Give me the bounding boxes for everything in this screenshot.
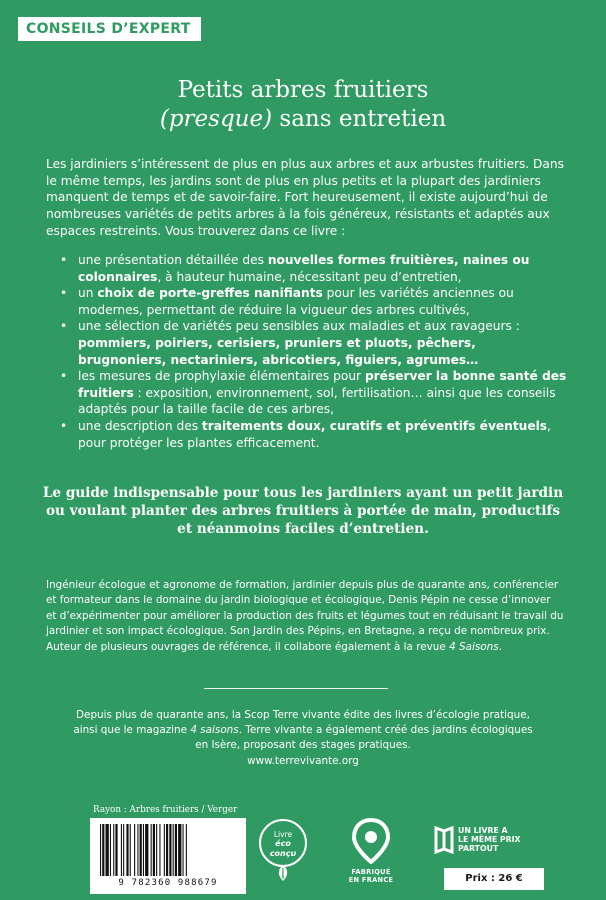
- barcode-bar: [156, 824, 157, 876]
- barcode-bar: [159, 824, 160, 876]
- barcode-bar: [102, 824, 104, 876]
- title-line-2: [0, 105, 606, 134]
- barcode-bar: [134, 824, 135, 876]
- barcode-icon: [98, 824, 238, 876]
- barcode-bar: [100, 824, 101, 876]
- barcode-bar: [137, 824, 138, 876]
- barcode-bar: [140, 824, 142, 876]
- made-in-france-logo: FABRIQUÉ EN FRANCE: [344, 818, 398, 884]
- book-title: [0, 76, 606, 134]
- divider: [204, 688, 388, 689]
- list-item: • les mesures de prophylaxie élémentaires pour préserver la bonne santé des fruitiers : exposition, environnement, sol, fertilisation… ainsi que les conseils adaptés pour la taille facile de ces arbres,: [60, 368, 568, 418]
- barcode-bar: [166, 824, 168, 876]
- barcode-bar: [143, 824, 144, 876]
- barcode-bar: [123, 824, 124, 876]
- punchline: Le guide indispensable pour tous les jardiniers ayant un petit jardin ou voulant planter des arbres fruitiers à portée de main, productifs et néanmoins faciles d’entretien.: [42, 485, 564, 538]
- intro-text: Les jardiniers s’intéressent de plus en plus aux arbres et aux arbustes fruitiers. Dans le même temps, les jardins sont de plus en plus petits et la plupart des jardiniers manquent de temps et de savoir-faire. Fort heureusement, il existe aujourd’hui de nombreuses variétés de petits arbres à la fois généreux, résistants et adaptés aux espaces restreints. Vous trouverez dans ce livre :: [46, 157, 564, 238]
- barcode-bar: [183, 824, 184, 876]
- barcode-bar: [115, 824, 117, 876]
- barcode-bar: [151, 824, 152, 876]
- price-label: Prix : 26 €: [444, 868, 544, 890]
- publisher-info: Depuis plus de quarante ans, la Scop Terre vivante édite des livres d’écologie pratique, ainsi que le magazine 4 saisons. Terre vivante a également créé des jardins écologiques en Isère, proposant des stages pratiques. www.terrevivante.org: [40, 708, 566, 769]
- barcode-bar: [169, 824, 171, 876]
- barcode-bar: [164, 824, 165, 876]
- series-badge: CONSEILS D’EXPERT: [18, 17, 201, 41]
- bio-italic: 4 Saisons: [449, 640, 499, 653]
- shelf-category: Rayon : Arbres fruitiers / Verger: [93, 805, 238, 815]
- back-cover: CONSEILS D’EXPERT Petits arbres fruitiers (presque) sans entretien Les jardiniers s’intéressent de plus en plus aux arbres et aux arbustes fruitiers. Dans le même temps, les jardins sont de plus en plus petits et la plupart des jardiniers manquent de temps et de savoir-faire. Fort heureusement, il existe aujourd’hui de nombreuses variétés de petits arbres à la fois généreux, résistants et adaptés aux espaces restreints. Vous trouverez dans ce livre : • une présentation détaillée des nouvelles formes fruitières, naines ou colonnaires, à hauteur humaine, nécessitant peu d’entretien, • un choix de porte-greffes nanifiants pour les variétés anciennes ou modernes, permettant de réduire la vigueur des arbres cultivés, • une sélection de variétés peu sensibles aux maladies et aux ravageurs : pommiers, poiriers, cerisiers, pruniers et pluots, pêchers, brugnoniers, nectariniers, abricotiers, figuiers, agrumes… • les mesures de prophylaxie élémentaires pour préserver la bonne santé des fruitiers : exposition, environnement, sol, fertilisation… ainsi que les conseils adaptés pour la taille facile de ces arbres, • une description des traitements doux, curatifs et préventifs éventuels, pour protéger les plantes efficacement. Le guide indispensable pour tous les jardiniers ayant un petit jardin ou voulant planter des arbres fruitiers à portée de main, productifs et néanmoins faciles d’entretien. Ingénieur écologue et agronome de formation, jardinier depuis plus de quarante ans, conférencier et formateur dans le domaine du jardin biologique et écologique, Denis Pépin ne cesse d’innover et d’expérimenter pour améliorer la production des fruits et légumes tout en réduisant le travail du jardinier et son impact écologique. Son Jardin des Pépins, en Bretagne, a reçu de nombreux prix. Auteur de plusieurs ouvrages de référence, il collabore également à la revue 4 Saisons. Depuis plus de quarante ans, la Scop Terre vivante édite des livres d’écologie pratique, ainsi que le magazine 4 saisons. Terre vivante a également créé des jardins écologiques en Isère, proposant des stages pratiques. www.terrevivante.org Rayon : Arbres fruitiers / Verger 9 782360 988679 Livre éco conçu FABRIQUÉ EN FRANCE UN LIVRE A LE MÊME PRIX PARTOUT Prix : 26 €: [0, 0, 606, 900]
- book-icon: [434, 826, 454, 854]
- isbn-barcode: [90, 818, 246, 894]
- list-item: • une présentation détaillée des nouvelles formes fruitières, naines ou colonnaires, à hauteur humaine, nécessitant peu d’entretien,: [60, 252, 568, 285]
- barcode-bar: [178, 824, 181, 876]
- eco-designed-logo: Livre éco conçu: [259, 819, 307, 867]
- title-line-1: Petits arbres fruitiers: [177, 77, 429, 103]
- barcode-bar: [153, 824, 155, 876]
- author-bio: Ingénieur écologue et agronome de formation, jardinier depuis plus de quarante ans, conférencier et formateur dans le domaine du jardin biologique et écologique, Denis Pépin ne cesse d’innover et d’expérimenter pour améliorer la production des fruits et légumes tout en réduisant le travail du jardinier et son impact écologique. Son Jardin des Pépins, en Bretagne, a reçu de nombreux prix. Auteur de plusieurs ouvrages de référence, il collabore également à la revue 4 Saisons.: [46, 579, 564, 653]
- intro-paragraph: [46, 156, 564, 240]
- barcode-bar: [126, 824, 128, 876]
- barcode-bar: [186, 824, 187, 876]
- title-italic: (presque): [159, 106, 273, 132]
- barcode-bar: [110, 824, 111, 876]
- list-item: • une sélection de variétés peu sensibles aux maladies et aux ravageurs : pommiers, poiriers, cerisiers, pruniers et pluots, pêchers, brugnoniers, nectariniers, abricotiers, figuiers, agrumes…: [60, 318, 568, 368]
- barcode-bar: [106, 824, 109, 876]
- bio-text: Ingénieur écologue et agronome de formation, jardinier depuis plus de quarante ans, conférencier et formateur dans le domaine du jardin biologique et écologique, Denis Pépin ne cesse d’innover et d’expérimenter pour améliorer la production des fruits et légumes tout en réduisant le travail du jardinier et son impact écologique. Son Jardin des Pépins, en Bretagne, a reçu de nombreux prix. Auteur de plusieurs ouvrages de référence, il collabore également à la revue: [46, 579, 564, 653]
- location-pin-icon: [351, 818, 391, 864]
- barcode-bar: [175, 824, 177, 876]
- barcode-bar: [145, 824, 148, 876]
- publisher-url[interactable]: www.terrevivante.org: [247, 754, 359, 767]
- leaf-icon: [274, 864, 292, 882]
- list-item: • un choix de porte-greffes nanifiants pour les variétés anciennes ou modernes, permettant de réduire la vigueur des arbres cultivés,: [60, 285, 568, 318]
- barcode-bar: [130, 824, 131, 876]
- list-item: • une description des traitements doux, curatifs et préventifs éventuels, pour protéger les plantes efficacement.: [60, 418, 568, 451]
- barcode-bar: [113, 824, 114, 876]
- barcode-bar: [173, 824, 174, 876]
- content-list: [60, 252, 568, 451]
- title-rest: sans entretien: [272, 106, 447, 132]
- isbn-digits: 9 782360 988679: [118, 878, 218, 888]
- barcode-bar: [121, 824, 122, 876]
